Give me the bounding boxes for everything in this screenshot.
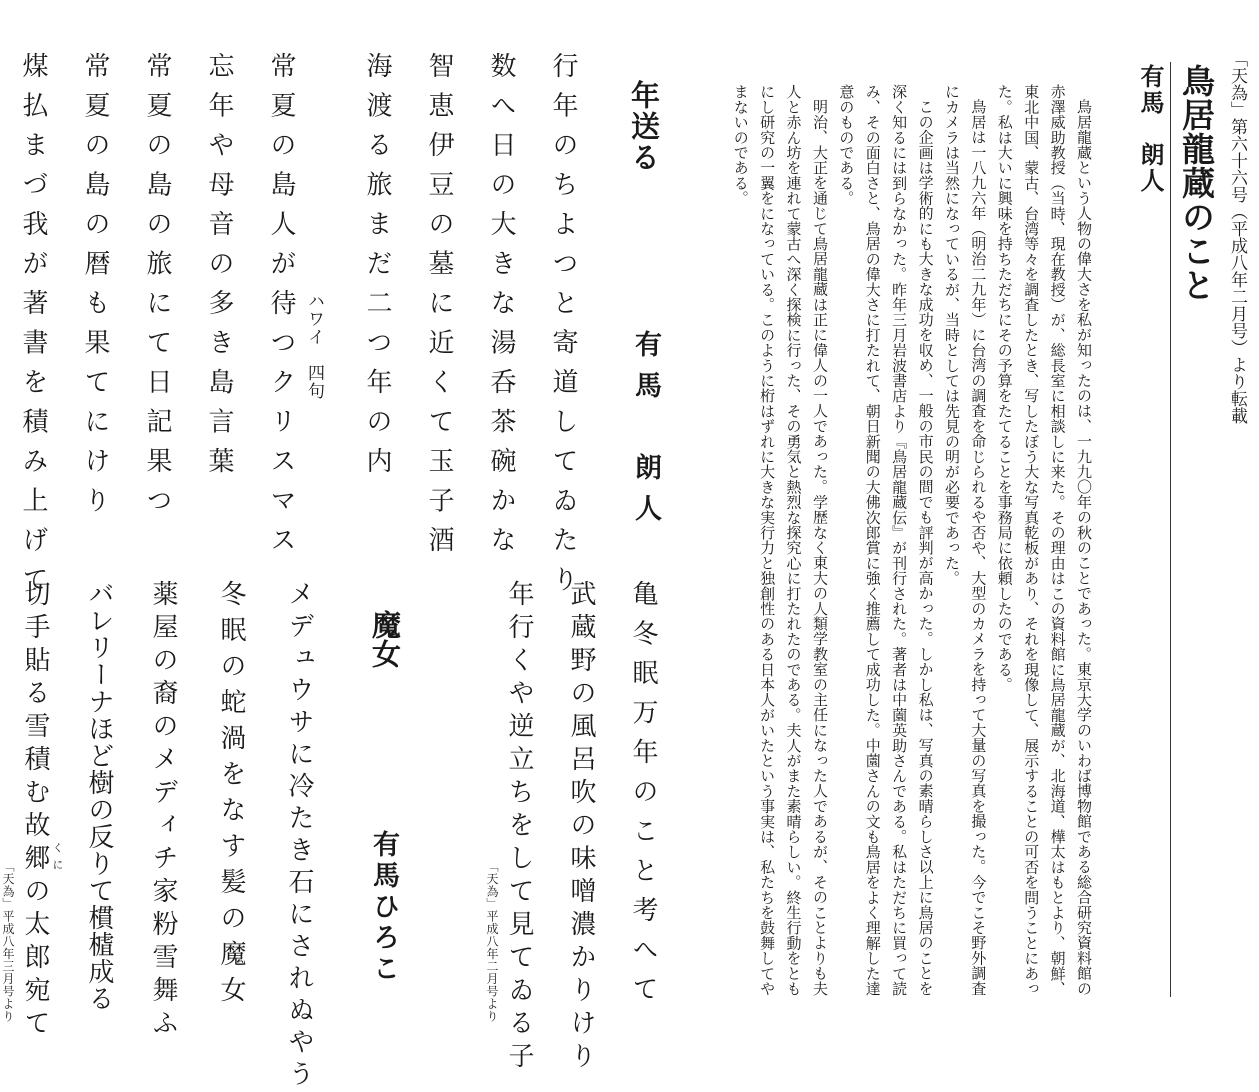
essay-title: 鳥居龍蔵のこと [1177,64,1216,302]
haiku-line: 行年のちよつと寄道してゐたり [548,52,578,605]
haiku-line: 数へ日の大きな湯呑茶碗かな [486,52,516,566]
section-author: 有馬 朗人 [630,330,661,535]
haiku-line: 常夏の島の暦も果てにけり [80,52,110,526]
haiku-line: 常夏の島の旅にて日記果つ [142,52,172,526]
haiku-line: 智恵伊豆の墓に近くて玉子酒 [424,52,454,566]
ruby-reading: くに [51,842,64,876]
haiku-line: メデュウサに冷たき石にされぬやう [284,580,314,1092]
section-title: 魔女 [368,610,402,668]
source-note: 「天為」平成八年二月号より [485,860,499,1023]
haiku-line: バレリーナほど樹の反りて樌樝成る [84,580,114,1012]
haiku-line: 年行くや逆立ちをして見てゐる子 [504,580,534,1075]
essay-body [712,84,1097,1004]
section-author: 有馬ひろこ [368,830,399,985]
haiku-line: 忘年や母音の多き島言葉 [204,52,234,487]
haiku-line: 武蔵野の風呂吹の味噌濃かりけり [566,580,596,1075]
essay-paragraph: 鳥居は一八九六年（明治二九年）に台湾の調査を命じられるや否や、大型のカメラを持って大量の写真を撮った。今でこそ野外調査にカメラは当然になっているが、当時としては先見の明が必要であった。 [942,84,988,996]
column-divider [1170,62,1171,997]
haiku-group-label: ハワイ 四句 [304,292,324,400]
essay-paragraph: 鳥居龍蔵という人物の偉大さを私が知ったのは、一九九〇年の秋のことであった。東京大学のいわば博物館である総合研究資料館の赤澤威助教授（当時、現在教授）が、総長室に相談しに来た。その理由はこの資料館に鳥居龍蔵が、北海道、樺太はもとより、朝鮮、東北中国、蒙古、台湾等々を調査したとき、写したぼう大な写真乾板があり、それを現像して、展示することの可否を問うことにあった。私は大いに興味を持ちただちにその予算をたてることを事務局に依頼したのである。 [995,84,1093,996]
haiku-line: 海渡る旅まだ二つ年の内 [362,52,392,487]
haiku-line: 常夏の島人が待つクリスマス [266,52,296,566]
haiku-line: 切手貼る雪積む故郷の太郎宛て [20,580,50,1042]
essay-paragraph: 明治、大正を通じて鳥居龍蔵は正に偉人の一人であった。学歴なく東大の人類学教室の主任になった人であるが、そのことよりも夫人と赤ん坊を連れて蒙古へ深く探検に行った、その勇気と熱烈な探究心に打たれたのである。夫人がまた素晴らしい。終生行動をともにし研究の一翼をになっている。このように桁はずれに大きな実行力と独創性のある日本人がいたという事実は、私たちを鼓舞してやまないのである。 [731,84,829,996]
haiku-line: 冬眠の蛇渦をなす髪の魔女 [216,580,246,1012]
haiku-line: 亀冬眠万年のこと考へて [628,580,658,1015]
essay-author: 有馬 朗人 [1136,64,1165,194]
haiku-line: 煤払まづ我が著書を積み上げて [18,52,48,605]
source-note: 「天為」平成八年三月号より [1,860,15,1023]
essay-paragraph: この企画は学術的にも大きな成功を収め、一般の市民の間でも評判が高かった。しかし私は、写真の素晴らしさ以上に鳥居のことを深く知るには到らなかった。昨年三月岩波書店より『鳥居龍蔵伝』が刊行された。著者は中薗英助さんである。私はただちに買って読み、その面白さと、鳥居の偉大さに打たれて、朝日新聞の大佛次郎賞に強く推薦して成功した。中薗さんの文も鳥居をよく理解した達意のものである。 [837,84,935,997]
haiku-line: 薬屋の裔のメディチ家粉雪舞ふ [148,580,178,1042]
reprint-note: 「天為」第六十六号（平成八年二月号）より転載 [1227,50,1247,424]
section-title: 年送る [627,80,661,173]
